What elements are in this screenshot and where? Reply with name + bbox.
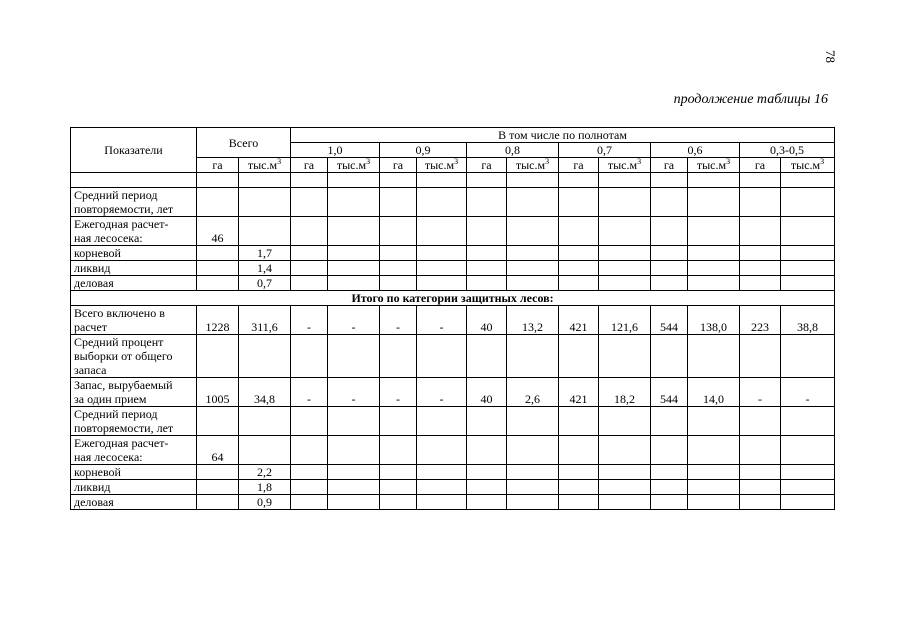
value-cell: -	[781, 378, 835, 407]
value-cell: 46	[197, 217, 239, 246]
value-cell	[380, 436, 417, 465]
value-cell	[651, 217, 688, 246]
value-cell	[559, 480, 599, 495]
unit-volume: $тыс.м^3$	[781, 158, 835, 173]
value-cell	[328, 217, 380, 246]
value-cell	[197, 261, 239, 276]
table-row	[71, 480, 835, 495]
row-label: Запас, вырубаемый за один прием	[71, 378, 197, 407]
density-header: 1,0	[291, 143, 380, 158]
value-cell: 311,6	[239, 306, 291, 335]
value-cell	[467, 261, 507, 276]
value-cell: 223	[740, 306, 781, 335]
value-cell: 1,7	[239, 246, 291, 261]
empty-cell	[467, 173, 507, 188]
value-cell	[507, 436, 559, 465]
value-cell	[417, 465, 467, 480]
value-cell: 64	[197, 436, 239, 465]
value-cell	[239, 335, 291, 378]
value-cell	[599, 276, 651, 291]
value-cell	[239, 436, 291, 465]
unit-ha: га	[291, 158, 328, 173]
value-cell: 421	[559, 378, 599, 407]
value-cell	[688, 335, 740, 378]
value-cell	[197, 246, 239, 261]
value-cell	[688, 436, 740, 465]
spacer-row	[71, 173, 835, 188]
value-cell	[651, 261, 688, 276]
unit-volume: $тыс.м^3$	[239, 158, 291, 173]
value-cell: 138,0	[688, 306, 740, 335]
value-cell	[467, 436, 507, 465]
page-number: 78	[823, 50, 838, 63]
value-cell	[599, 436, 651, 465]
value-cell	[328, 188, 380, 217]
empty-cell	[651, 173, 688, 188]
value-cell: 544	[651, 378, 688, 407]
unit-volume: $тыс.м^3$	[599, 158, 651, 173]
unit-ha: га	[197, 158, 239, 173]
value-cell	[651, 276, 688, 291]
value-cell	[380, 217, 417, 246]
value-cell: -	[380, 378, 417, 407]
value-cell	[291, 217, 328, 246]
value-cell	[380, 261, 417, 276]
empty-cell	[781, 173, 835, 188]
value-cell	[559, 246, 599, 261]
value-cell	[328, 261, 380, 276]
row-label: деловая	[71, 495, 197, 510]
value-cell	[328, 480, 380, 495]
value-cell	[197, 465, 239, 480]
value-cell	[559, 217, 599, 246]
value-cell: 544	[651, 306, 688, 335]
value-cell	[507, 335, 559, 378]
value-cell	[239, 217, 291, 246]
indicators-header: Показатели	[71, 128, 197, 173]
value-cell	[197, 407, 239, 436]
table-row	[71, 378, 835, 407]
value-cell: 14,0	[688, 378, 740, 407]
value-cell	[467, 246, 507, 261]
value-cell	[688, 465, 740, 480]
table-row	[71, 495, 835, 510]
value-cell	[651, 335, 688, 378]
value-cell: 1,4	[239, 261, 291, 276]
value-cell	[417, 495, 467, 510]
value-cell	[197, 188, 239, 217]
value-cell	[507, 276, 559, 291]
value-cell	[688, 188, 740, 217]
density-header: 0,8	[467, 143, 559, 158]
empty-cell	[688, 173, 740, 188]
value-cell	[380, 188, 417, 217]
value-cell	[651, 436, 688, 465]
value-cell	[781, 465, 835, 480]
value-cell	[291, 465, 328, 480]
value-cell	[599, 217, 651, 246]
table-row	[71, 306, 835, 335]
unit-volume: $тыс.м^3$	[688, 158, 740, 173]
value-cell	[599, 480, 651, 495]
value-cell	[328, 335, 380, 378]
value-cell	[651, 495, 688, 510]
table-row	[71, 188, 835, 217]
value-cell	[781, 495, 835, 510]
value-cell	[599, 188, 651, 217]
value-cell: 1005	[197, 378, 239, 407]
value-cell	[599, 246, 651, 261]
table-row	[71, 217, 835, 246]
empty-cell	[291, 173, 328, 188]
empty-cell	[380, 173, 417, 188]
value-cell	[781, 261, 835, 276]
value-cell	[599, 495, 651, 510]
row-label: Ежегодная расчет- ная лесосека:	[71, 436, 197, 465]
row-label: Средний процент выборки от общего запаса	[71, 335, 197, 378]
value-cell	[417, 480, 467, 495]
table-header	[71, 128, 835, 173]
value-cell	[291, 480, 328, 495]
value-cell	[239, 188, 291, 217]
value-cell	[291, 436, 328, 465]
value-cell	[328, 407, 380, 436]
value-cell	[467, 465, 507, 480]
value-cell	[380, 246, 417, 261]
value-cell	[507, 188, 559, 217]
value-cell	[781, 436, 835, 465]
value-cell: 1,8	[239, 480, 291, 495]
value-cell	[291, 261, 328, 276]
value-cell: 2,6	[507, 378, 559, 407]
row-label: Средний период повторяемости, лет	[71, 407, 197, 436]
value-cell	[688, 407, 740, 436]
value-cell	[651, 465, 688, 480]
empty-cell	[197, 173, 239, 188]
value-cell	[781, 217, 835, 246]
empty-cell	[740, 173, 781, 188]
value-cell: -	[328, 306, 380, 335]
value-cell: -	[380, 306, 417, 335]
value-cell	[651, 480, 688, 495]
row-label: корневой	[71, 246, 197, 261]
value-cell: 40	[467, 306, 507, 335]
value-cell	[599, 465, 651, 480]
value-cell	[740, 465, 781, 480]
value-cell	[380, 407, 417, 436]
value-cell	[740, 436, 781, 465]
total-header: Всего	[197, 128, 291, 158]
value-cell: 13,2	[507, 306, 559, 335]
value-cell	[781, 335, 835, 378]
value-cell	[291, 246, 328, 261]
value-cell: -	[417, 378, 467, 407]
by-density-header: В том числе по полнотам	[291, 128, 835, 143]
value-cell	[417, 335, 467, 378]
value-cell: -	[328, 378, 380, 407]
value-cell: 40	[467, 378, 507, 407]
value-cell: -	[291, 306, 328, 335]
value-cell	[380, 465, 417, 480]
table-row	[71, 246, 835, 261]
group-title-row	[71, 291, 835, 306]
value-cell	[507, 217, 559, 246]
value-cell	[688, 261, 740, 276]
value-cell	[417, 261, 467, 276]
value-cell	[559, 335, 599, 378]
value-cell: 2,2	[239, 465, 291, 480]
value-cell	[599, 407, 651, 436]
value-cell: 121,6	[599, 306, 651, 335]
density-header: 0,6	[651, 143, 740, 158]
row-label: Ежегодная расчет- ная лесосека:	[71, 217, 197, 246]
value-cell	[688, 495, 740, 510]
value-cell	[417, 436, 467, 465]
value-cell	[740, 480, 781, 495]
value-cell	[328, 436, 380, 465]
value-cell	[740, 246, 781, 261]
value-cell	[239, 407, 291, 436]
unit-volume: $тыс.м^3$	[328, 158, 380, 173]
value-cell: -	[417, 306, 467, 335]
value-cell	[740, 407, 781, 436]
value-cell	[740, 495, 781, 510]
value-cell	[688, 217, 740, 246]
value-cell	[781, 246, 835, 261]
value-cell	[599, 261, 651, 276]
value-cell: 0,7	[239, 276, 291, 291]
value-cell	[599, 335, 651, 378]
value-cell	[467, 188, 507, 217]
table-row	[71, 335, 835, 378]
value-cell	[291, 335, 328, 378]
value-cell	[291, 188, 328, 217]
empty-cell	[599, 173, 651, 188]
unit-ha: га	[559, 158, 599, 173]
value-cell	[380, 276, 417, 291]
value-cell	[291, 276, 328, 291]
value-cell	[507, 261, 559, 276]
value-cell	[740, 188, 781, 217]
table-body	[71, 173, 835, 510]
value-cell	[291, 407, 328, 436]
value-cell	[688, 480, 740, 495]
value-cell	[740, 261, 781, 276]
unit-volume-exponent: 3	[454, 157, 459, 166]
value-cell	[781, 407, 835, 436]
unit-ha: га	[651, 158, 688, 173]
value-cell	[507, 495, 559, 510]
value-cell	[328, 465, 380, 480]
value-cell: 34,8	[239, 378, 291, 407]
unit-volume-exponent: 3	[277, 157, 282, 166]
empty-cell	[417, 173, 467, 188]
row-label: корневой	[71, 465, 197, 480]
density-header: 0,3-0,5	[740, 143, 835, 158]
density-header: 0,9	[380, 143, 467, 158]
row-label: деловая	[71, 276, 197, 291]
value-cell	[328, 276, 380, 291]
value-cell	[781, 188, 835, 217]
table-row	[71, 436, 835, 465]
value-cell	[651, 407, 688, 436]
value-cell	[781, 480, 835, 495]
row-label: ликвид	[71, 261, 197, 276]
unit-ha: га	[740, 158, 781, 173]
value-cell	[507, 246, 559, 261]
value-cell	[417, 407, 467, 436]
row-label: Всего включено в расчет	[71, 306, 197, 335]
value-cell	[688, 246, 740, 261]
value-cell	[417, 246, 467, 261]
unit-volume-exponent: 3	[726, 157, 731, 166]
value-cell	[559, 261, 599, 276]
value-cell	[740, 276, 781, 291]
value-cell	[507, 480, 559, 495]
unit-volume-exponent: 3	[820, 157, 825, 166]
value-cell	[467, 217, 507, 246]
value-cell	[197, 480, 239, 495]
table-row	[71, 465, 835, 480]
value-cell: -	[291, 378, 328, 407]
value-cell	[507, 407, 559, 436]
value-cell	[328, 495, 380, 510]
unit-volume: $тыс.м^3$	[417, 158, 467, 173]
empty-cell	[328, 173, 380, 188]
value-cell	[291, 495, 328, 510]
value-cell: 38,8	[781, 306, 835, 335]
value-cell: 421	[559, 306, 599, 335]
value-cell	[417, 188, 467, 217]
table-row	[71, 407, 835, 436]
value-cell	[380, 495, 417, 510]
unit-volume: $тыс.м^3$	[507, 158, 559, 173]
unit-volume-exponent: 3	[637, 157, 642, 166]
unit-volume-exponent: 3	[366, 157, 371, 166]
value-cell: 0,9	[239, 495, 291, 510]
value-cell	[559, 436, 599, 465]
unit-volume-exponent: 3	[545, 157, 550, 166]
empty-cell	[71, 173, 197, 188]
value-cell	[417, 217, 467, 246]
forest-table	[70, 127, 835, 510]
value-cell	[467, 495, 507, 510]
value-cell: 18,2	[599, 378, 651, 407]
value-cell	[328, 246, 380, 261]
value-cell	[417, 276, 467, 291]
value-cell	[740, 217, 781, 246]
row-label: ликвид	[71, 480, 197, 495]
unit-ha: га	[467, 158, 507, 173]
value-cell	[559, 465, 599, 480]
value-cell	[781, 276, 835, 291]
empty-cell	[239, 173, 291, 188]
value-cell	[197, 495, 239, 510]
value-cell: -	[740, 378, 781, 407]
empty-cell	[559, 173, 599, 188]
value-cell	[559, 276, 599, 291]
value-cell	[197, 276, 239, 291]
unit-ha: га	[380, 158, 417, 173]
row-label: Средний период повторяемости, лет	[71, 188, 197, 217]
value-cell	[651, 188, 688, 217]
value-cell	[380, 480, 417, 495]
group-title: Итого по категории защитных лесов:	[71, 291, 835, 306]
value-cell	[651, 246, 688, 261]
value-cell	[688, 276, 740, 291]
value-cell	[467, 276, 507, 291]
table-row	[71, 276, 835, 291]
value-cell	[507, 465, 559, 480]
value-cell	[559, 188, 599, 217]
value-cell: 1228	[197, 306, 239, 335]
table-caption: продолжение таблицы 16	[673, 92, 828, 107]
value-cell	[467, 407, 507, 436]
value-cell	[559, 495, 599, 510]
empty-cell	[507, 173, 559, 188]
value-cell	[467, 335, 507, 378]
value-cell	[559, 407, 599, 436]
table-row	[71, 261, 835, 276]
value-cell	[467, 480, 507, 495]
density-header: 0,7	[559, 143, 651, 158]
value-cell	[197, 335, 239, 378]
value-cell	[740, 335, 781, 378]
value-cell	[380, 335, 417, 378]
